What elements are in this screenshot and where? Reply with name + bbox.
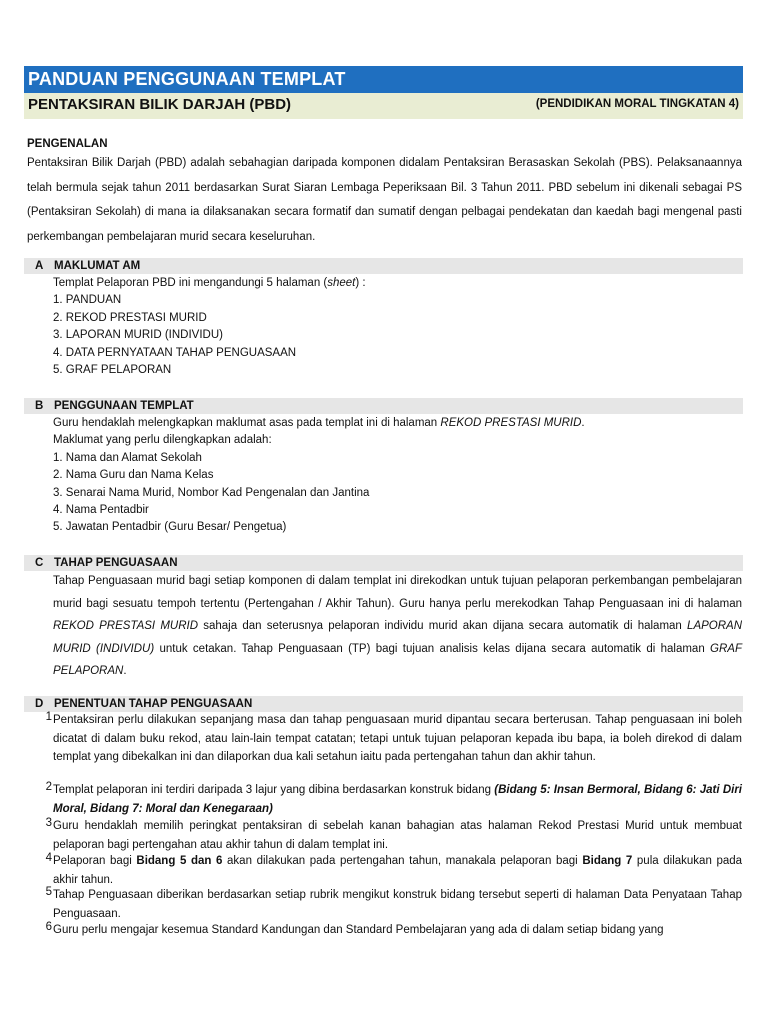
subject-label: (PENDIDIKAN MORAL TINGKATAN 4) [535,98,739,110]
section-a-list [53,275,366,379]
section-title: TAHAP PENGUASAAN [54,557,178,569]
section-a-lead: Templat Pelaporan PBD ini mengandungi 5 halaman (sheet) : [53,277,366,289]
section-letter: A [35,260,44,272]
intro-heading: PENGENALAN [27,138,108,150]
list-item: 3. LAPORAN MURID (INDIVIDU) [53,329,223,342]
list-item: 5. GRAF PELAPORAN [53,363,172,376]
list-item: 1. PANDUAN [53,294,122,307]
list-item: 5. Jawatan Pentadbir (Guru Besar/ Pengetua) [53,521,287,534]
list-item: 3. Senarai Nama Murid, Nombor Kad Pengenalan dan Jantina [53,486,370,499]
section-b-header [24,398,743,414]
section-c-header [24,555,743,571]
list-item: 1. Nama dan Alamat Sekolah [53,451,202,464]
section-letter: D [35,698,44,710]
page-title: PANDUAN PENGGUNAAN TEMPLAT [24,66,743,93]
list-item: 2. Nama Guru dan Nama Kelas [53,469,214,482]
section-a-header [24,258,743,274]
list-item: 4. DATA PERNYATAAN TAHAP PENGUASAAN [53,346,297,359]
section-b-list [53,415,585,537]
section-c-paragraph: Tahap Penguasaan murid bagi setiap komponen di dalam templat ini direkodkan untuk tujuan pelaporan perkembangan pembelajaran murid bagi sesuatu tempoh tertentu (Pertengahan / Akhir Tahun). Guru hanya perlu merekodkan Tahap Penguasaan ini di halaman REKOD PRESTASI MURID sahaja dan seterusnya pelaporan individu murid akan dijana secara automatik di halaman LAPORAN MURID (INDIVIDU) untuk cetakan. Tahap Penguasaan (TP) bagi tujuan analisis kelas dijana secara automatik di halaman GRAF PELAPORAN. [53,575,743,678]
section-letter: B [35,400,44,412]
list-item: 4. Nama Pentadbir [53,503,149,516]
section-b-lead2: Maklumat yang perlu dilengkapkan adalah: [53,434,272,447]
section-title: PENENTUAN TAHAP PENGUASAAN [54,698,253,710]
section-d-header [24,696,743,712]
document-page: PANDUAN PENGGUNAAN TEMPLAT PENTAKSIRAN BILIK DARJAH (PBD) (PENDIDIKAN MORAL TINGKATAN 4) PENGENALAN Pentaksiran Bilik Darjah (PBD) adalah sebahagian daripada komponen didalam Pentaksiran Berasaskan Sekolah (PBS). Pelaksanaannya telah bermula sejak tahun 2011 berdasarkan Surat Siaran Lembaga Peperiksaan Bil. 3 Tahun 2011. PBD sebelum ini dikenali sebagai PS (Pentaksiran Sekolah) di mana ia dilaksanakan secara formatif dan sumatif dengan pelbagai pendekatan dan kaedah bagi mengenal pasti perkembangan pembelajaran murid secara keseluruhan. A MAKLUMAT AM Templat Pelaporan PBD ini mengandungi 5 halaman (sheet) : 1. PANDUAN 2. REKOD PRESTASI MURID 3. LAPORAN MURID (INDIVIDU) 4. DATA PERNYATAAN TAHAP PENGUASAAN 5. GRAF PELAPORAN B PENGGUNAAN TEMPLAT Guru hendaklah melengkapkan maklumat asas pada templat ini di halaman REKOD PRESTASI MURID. Maklumat yang perlu dilengkapkan adalah: 1. Nama dan Alamat Sekolah 2. Nama Guru dan Nama Kelas 3. Senarai Nama Murid, Nombor Kad Pengenalan dan Jantina 4. Nama Pentadbir 5. Jawatan Pentadbir (Guru Besar/ Pengetua) C TAHAP PENGUASAAN Tahap Penguasaan murid bagi setiap komponen di dalam templat ini direkodkan untuk tujuan pelaporan perkembangan pembelajaran murid bagi sesuatu tempoh tertentu (Pertengahan / Akhir Tahun). Guru hanya perlu merekodkan Tahap Penguasaan ini di halaman REKOD PRESTASI MURID sahaja dan seterusnya pelaporan individu murid akan dijana secara automatik di halaman LAPORAN MURID (INDIVIDU) untuk cetakan. Tahap Penguasaan (TP) bagi tujuan analisis kelas dijana secara automatik di halaman GRAF PELAPORAN. D PENENTUAN TAHAP PENGUASAAN 1 Pentaksiran perlu dilakukan sepanjang masa dan tahap penguasaan murid dipantau secara berterusan. Tahap penguasaan ini boleh dicatat di dalam buku rekod, atau lain-lain tempat catatan; tetapi untuk tujuan pelaporan kepada ibu bapa, ia boleh direkod di dalam templat yang dibekalkan ini dan dilaporkan dua kali setahun iaitu pada pertengahan tahun dan akhir tahun. 2 Templat pelaporan ini terdiri daripada 3 lajur yang dibina berdasarkan konstruk bidang (Bidang 5: Insan Bermoral, Bidang 6: Jati Diri Moral, Bidang 7: Moral dan Kenegaraan) 3 Guru hendaklah memilih peringkat pentaksiran di sebelah kanan bahagian atas halaman Rekod Prestasi Murid untuk membuat pelaporan bagi pertengahan atau akhir tahun di dalam templat ini. 4 Pelaporan bagi Bidang 5 dan 6 akan dilakukan pada pertengahan tahun, manakala pelaporan bagi Bidang 7 pula dilakukan pada akhir tahun. 5 Tahap Penguasaan diberikan berdasarkan setiap rubrik mengikut konstruk bidang tersebut seperti di halaman Data Penyataan Tahap Penguasaan. 6 Guru perlu mengajar kesemua Standard Kandungan dan Standard Pembelajaran yang ada di dalam setiap bidang yang [0,0,768,1024]
subtitle-bar [24,93,743,119]
subtitle: PENTAKSIRAN BILIK DARJAH (PBD) [28,96,292,113]
list-item: 2. REKOD PRESTASI MURID [53,311,207,324]
section-b-lead: Guru hendaklah melengkapkan maklumat asas pada templat ini di halaman REKOD PRESTASI MURID. [53,417,585,429]
intro-paragraph: Pentaksiran Bilik Darjah (PBD) adalah sebahagian daripada komponen didalam Pentaksiran Berasaskan Sekolah (PBS). Pelaksanaannya telah bermula sejak tahun 2011 berdasarkan Surat Siaran Lembaga Peperiksaan Bil. 3 Tahun 2011. PBD sebelum ini dikenali sebagai PS (Pentaksiran Sekolah) di mana ia dilaksanakan secara formatif dan sumatif dengan pelbagai pendekatan dan kaedah bagi mengenal pasti perkembangan pembelajaran murid secara keseluruhan. [27,157,742,243]
section-title: PENGGUNAAN TEMPLAT [54,400,194,412]
section-letter: C [35,557,44,569]
section-title: MAKLUMAT AM [54,260,141,272]
